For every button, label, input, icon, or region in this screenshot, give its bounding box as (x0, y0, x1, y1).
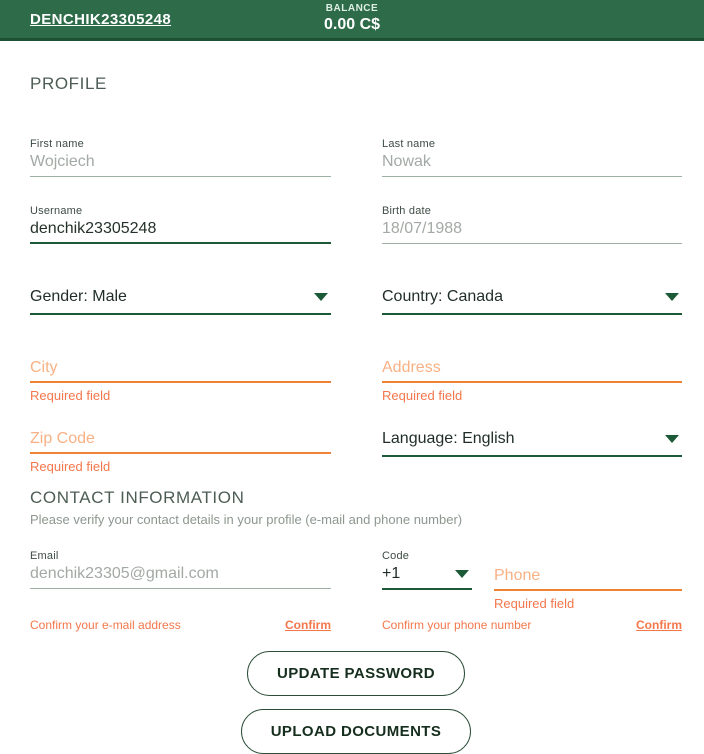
last-name-field (382, 138, 682, 177)
email-phone-row (30, 550, 682, 611)
balance-label: BALANCE (325, 2, 379, 14)
username-row (30, 205, 682, 244)
top-bar (0, 0, 704, 41)
first-name-field (30, 138, 331, 177)
first-name-input[interactable] (30, 153, 331, 177)
chevron-down-icon (314, 293, 328, 301)
phone-input[interactable] (494, 567, 682, 591)
email-confirm-cell (30, 618, 331, 632)
last-name-input[interactable] (382, 153, 682, 177)
language-select-value: Language: English (382, 430, 515, 447)
email-confirm-link[interactable]: Confirm (285, 618, 331, 632)
username-input[interactable] (30, 220, 331, 244)
birth-date-field (382, 205, 682, 244)
country-select[interactable] (382, 288, 682, 315)
email-confirm-text: Confirm your e-mail address (30, 618, 181, 632)
username-label: Username (30, 205, 83, 217)
contact-section-title: CONTACT INFORMATION (30, 488, 245, 507)
balance-value: 0.00 C$ (323, 16, 381, 34)
profile-section-title: PROFILE (30, 74, 107, 93)
city-input[interactable] (30, 359, 331, 383)
username-field (30, 205, 331, 244)
city-field (30, 359, 331, 403)
phone-error-text: Required field (494, 596, 575, 611)
address-input[interactable] (382, 359, 682, 383)
phone-field (494, 567, 682, 611)
email-field (30, 550, 331, 611)
balance-block (324, 3, 380, 36)
gender-select-value: Gender: Male (30, 288, 127, 305)
birth-date-label: Birth date (382, 205, 432, 217)
phone-code-label: Code (382, 550, 410, 562)
action-buttons (30, 651, 682, 754)
birth-date-input[interactable] (382, 220, 682, 244)
name-row (30, 138, 682, 177)
email-input[interactable] (30, 565, 331, 589)
city-error-text: Required field (30, 388, 111, 403)
last-name-label: Last name (382, 138, 436, 150)
address-field (382, 359, 682, 403)
zip-code-input[interactable] (30, 430, 331, 454)
email-label: Email (30, 550, 59, 562)
country-select-value: Country: Canada (382, 288, 503, 305)
phone-cell (382, 550, 682, 611)
phone-confirm-text: Confirm your phone number (382, 618, 532, 632)
zip-language-row (30, 430, 682, 474)
profile-page (0, 74, 704, 754)
phone-code-select[interactable] (382, 565, 472, 590)
city-address-row (30, 359, 682, 403)
chevron-down-icon (455, 570, 469, 578)
account-username-link[interactable]: DENCHIK23305248 (30, 10, 172, 28)
language-select[interactable] (382, 430, 682, 457)
confirm-row (30, 618, 682, 632)
gender-select[interactable] (30, 288, 331, 315)
phone-confirm-cell (382, 618, 682, 632)
select-row (30, 288, 682, 315)
first-name-label: First name (30, 138, 84, 150)
zip-code-error-text: Required field (30, 459, 111, 474)
zip-code-field (30, 430, 331, 474)
update-password-button[interactable]: UPDATE PASSWORD (247, 651, 465, 696)
phone-code-field (382, 550, 472, 611)
phone-confirm-link[interactable]: Confirm (636, 618, 682, 632)
chevron-down-icon (665, 435, 679, 443)
upload-documents-button[interactable]: UPLOAD DOCUMENTS (241, 709, 472, 754)
contact-section-subtitle: Please verify your contact details in your profile (e-mail and phone number) (30, 512, 463, 527)
phone-code-value: +1 (382, 565, 401, 582)
address-error-text: Required field (382, 388, 463, 403)
chevron-down-icon (665, 293, 679, 301)
